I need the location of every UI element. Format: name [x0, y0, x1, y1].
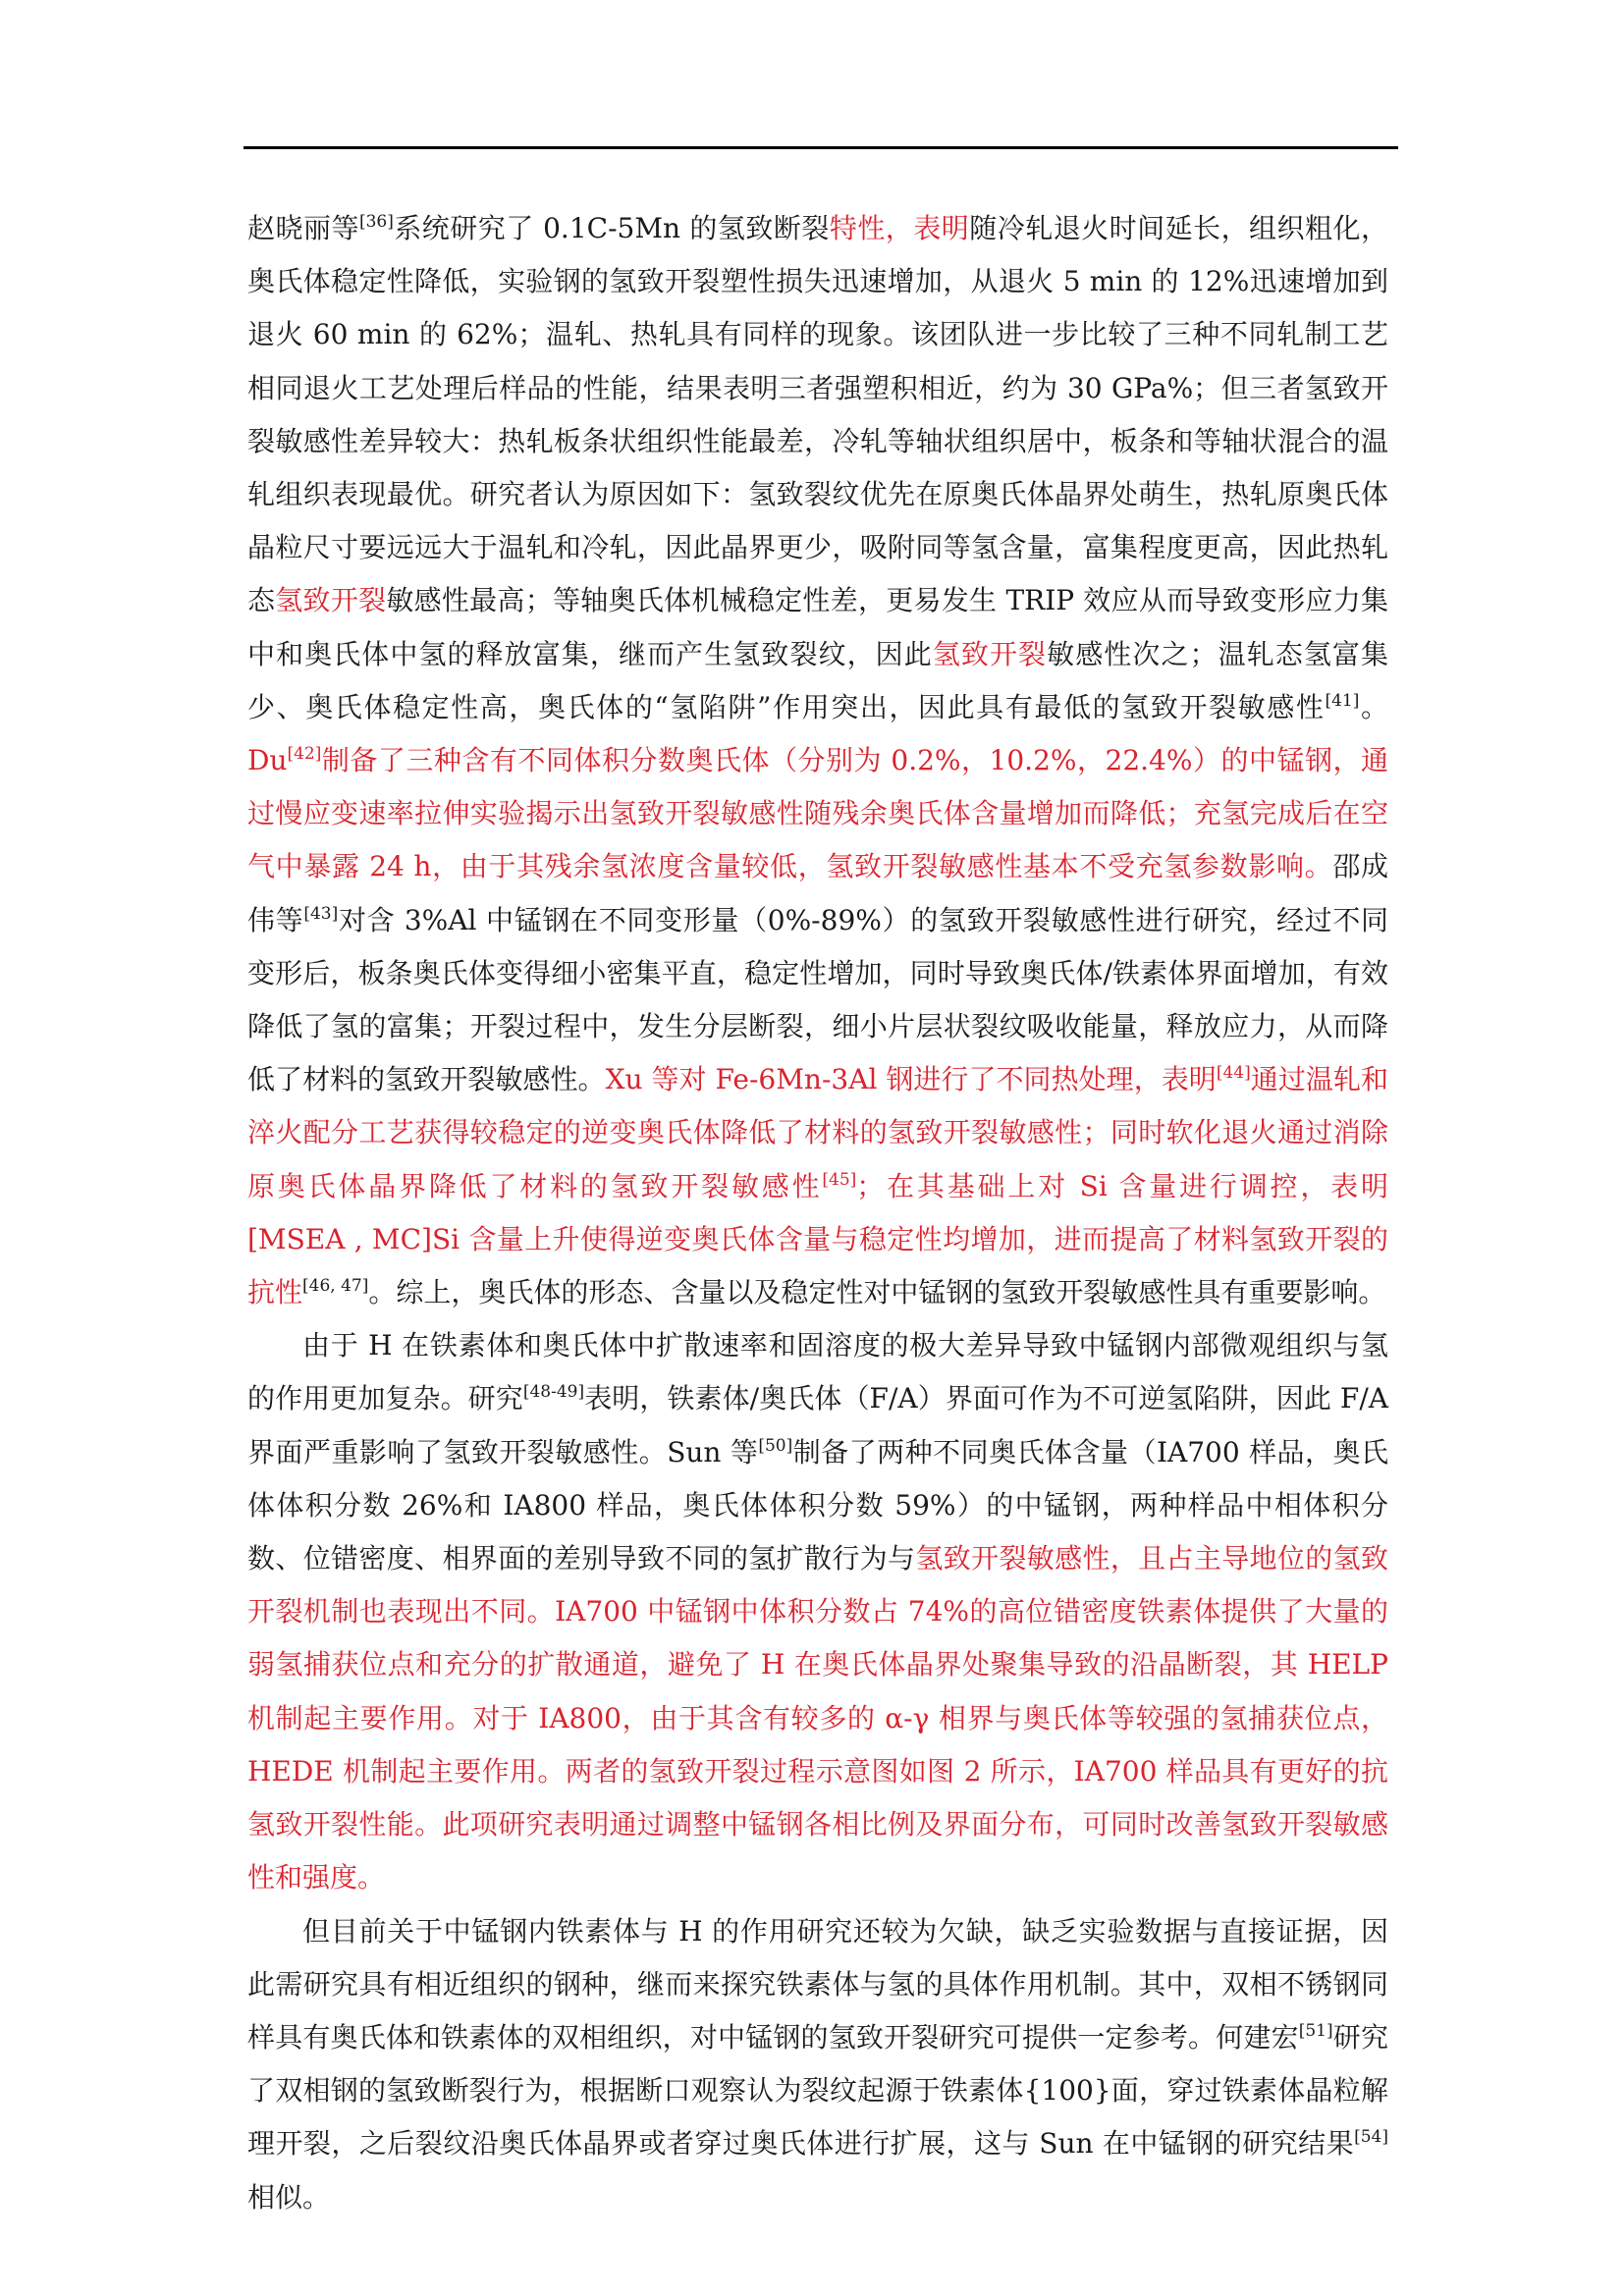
citation-ref: [45] [822, 1169, 857, 1190]
text-segment: 赵晓丽等 [247, 212, 359, 244]
paragraph [247, 1905, 1388, 2224]
citation-ref: [36] [358, 212, 394, 232]
citation-ref: [42] [287, 744, 322, 765]
text-segment: 制备了两种不同奥氏体含量（IA700 样品，奥氏体体积分数 26%和 IA800 样品，奥氏体体积分数 59%）的中锰钢，两种样品中相体积分数、位错密度、相界面的差别导致不同的氢扩散行为与 [247, 1435, 1388, 1575]
text-segment: 但目前关于中锰钢内铁素体与 H 的作用研究还较为欠缺，缺乏实验数据与直接证据，因此需研究具有相近组织的钢种，继而来探究铁素体与氢的具体作用机制。其中，双相不锈钢同样具有奥氏体和铁素体的双相组织，对中锰钢的氢致开裂研究可提供一定参考。何建宏 [247, 1914, 1388, 2054]
text-segment: 系统研究了 0.1C-5Mn 的氢致断裂 [393, 212, 830, 244]
body-text [247, 202, 1388, 2224]
citation-ref: [54] [1354, 2127, 1388, 2148]
highlighted-text: 氢致开裂 [932, 637, 1048, 670]
text-segment: 表明，铁素体/奥氏体（F/A）界面可作为不可逆氢陷阱，因此 F/A 界面严重影响了氢致开裂敏感性。Sun 等 [247, 1382, 1388, 1468]
highlighted-text: 制备了三种含有不同体积分数奥氏体（分别为 0.2%，10.2%，22.4%）的中锰钢，通过慢应变速率拉伸实验揭示出氢致开裂敏感性随残余奥氏体含量增加而降低；充氢完成后在空气中暴露 24 h，由于其残余氢浓度含量较低，氢致开裂敏感性基本不受充氢参数影响。 [247, 744, 1388, 883]
highlighted-text: 氢致开裂 [275, 584, 387, 617]
text-segment: 。综上，奥氏体的形态、含量以及稳定性对中锰钢的氢致开裂敏感性具有重要影响。 [368, 1276, 1386, 1309]
paragraph [247, 202, 1388, 1319]
highlighted-text: Du [247, 744, 288, 777]
citation-ref: [44] [1216, 1063, 1251, 1084]
highlighted-text: 氢致开裂敏感性，且占主导地位的氢致开裂机制也表现出不同。IA700 中锰钢中体积分数占 74%的高位错密度铁素体提供了大量的弱氢捕获位点和充分的扩散通道，避免了 H 在奥氏体晶界处聚集导致的沿晶断裂，其 HELP 机制起主要作用。对于 IA800，由于其含有较多的 α-γ 相界与奥氏体等较强的氢捕获位点，HEDE 机制起主要作用。两者的氢致开裂过程示意图如图 2 所示，IA700 样品具有更好的抗氢致开裂性能。此项研究表明通过调整中锰钢各相比例及界面分布，可同时改善氢致开裂敏感性和强度。 [247, 1542, 1388, 1895]
paragraph [247, 1319, 1388, 1904]
text-segment: 敏感性最高；等轴奥氏体机械稳定性差，更易发生 TRIP 效应从而导致变形应力集中和奥氏体中氢的释放富集，继而产生氢致裂纹，因此 [247, 584, 1388, 670]
text-segment: 邵成伟等 [247, 850, 1388, 936]
citation-ref: [41] [1325, 690, 1360, 711]
highlighted-text: ；在其基础上对 Si 含量进行调控，表明 [MSEA , MC]Si 含量上升使得逆变奥氏体含量与稳定性均增加，进而提高了材料氢致开裂的抗性 [247, 1169, 1388, 1309]
header-rule [244, 146, 1398, 149]
highlighted-text: Xu 等对 Fe-6Mn-3Al 钢进行了不同热处理，表明 [605, 1063, 1217, 1096]
highlighted-text: 通过温轧和淬火配分工艺获得较稳定的逆变奥氏体降低了材料的氢致开裂敏感性；同时软化退火通过消除原奥氏体晶界降低了材料的氢致开裂敏感性 [247, 1063, 1388, 1202]
text-segment: 相似。 [247, 2180, 331, 2214]
text-segment: 由于 H 在铁素体和奥氏体中扩散速率和固溶度的极大差异导致中锰钢内部微观组织与氢的作用更加复杂。研究 [247, 1329, 1388, 1415]
text-segment: 。 [1359, 690, 1388, 723]
highlighted-text: 特性，表明 [829, 212, 970, 244]
citation-ref: [46, 47] [302, 1276, 369, 1297]
citation-ref: [50] [758, 1435, 793, 1456]
citation-ref: [43] [303, 903, 339, 924]
citation-ref: [48-49] [522, 1382, 585, 1403]
text-segment: 研究了双相钢的氢致断裂行为，根据断口观察认为裂纹起源于铁素体{100}面，穿过铁素体晶粒解理开裂，之后裂纹沿奥氏体晶界或者穿过奥氏体进行扩展，这与 Sun 在中锰钢的研究结果 [247, 2020, 1388, 2161]
citation-ref: [51] [1298, 2020, 1333, 2041]
text-segment: 对含 3%Al 中锰钢在不同变形量（0%-89%）的氢致开裂敏感性进行研究，经过不同变形后，板条奥氏体变得细小密集平直，稳定性增加，同时导致奥氏体/铁素体界面增加，有效降低了氢的富集；开裂过程中，发生分层断裂，细小片层状裂纹吸收能量，释放应力，从而降低了材料的氢致开裂敏感性。 [247, 903, 1388, 1096]
text-segment: 随冷轧退火时间延长，组织粗化，奥氏体稳定性降低，实验钢的氢致开裂塑性损失迅速增加，从退火 5 min 的 12%迅速增加到退火 60 min 的 62%；温轧、热轧具有同样的现象。该团队进一步比较了三种不同轧制工艺相同退火工艺处理后样品的性能，结果表明三者强塑积相近，约为 30 GPa%；但三者氢致开裂敏感性差异较大：热轧板条状组织性能最差，冷轧等轴状组织居中，板条和等轴状混合的温轧组织表现最优。研究者认为原因如下：氢致裂纹优先在原奥氏体晶界处萌生，热轧原奥氏体晶粒尺寸要远远大于温轧和冷轧，因此晶界更少，吸附同等氢含量，富集程度更高，因此热轧态 [247, 212, 1388, 617]
text-segment: 敏感性次之；温轧态氢富集少、奥氏体稳定性高，奥氏体的“氢陷阱”作用突出，因此具有最低的氢致开裂敏感性 [247, 637, 1388, 723]
